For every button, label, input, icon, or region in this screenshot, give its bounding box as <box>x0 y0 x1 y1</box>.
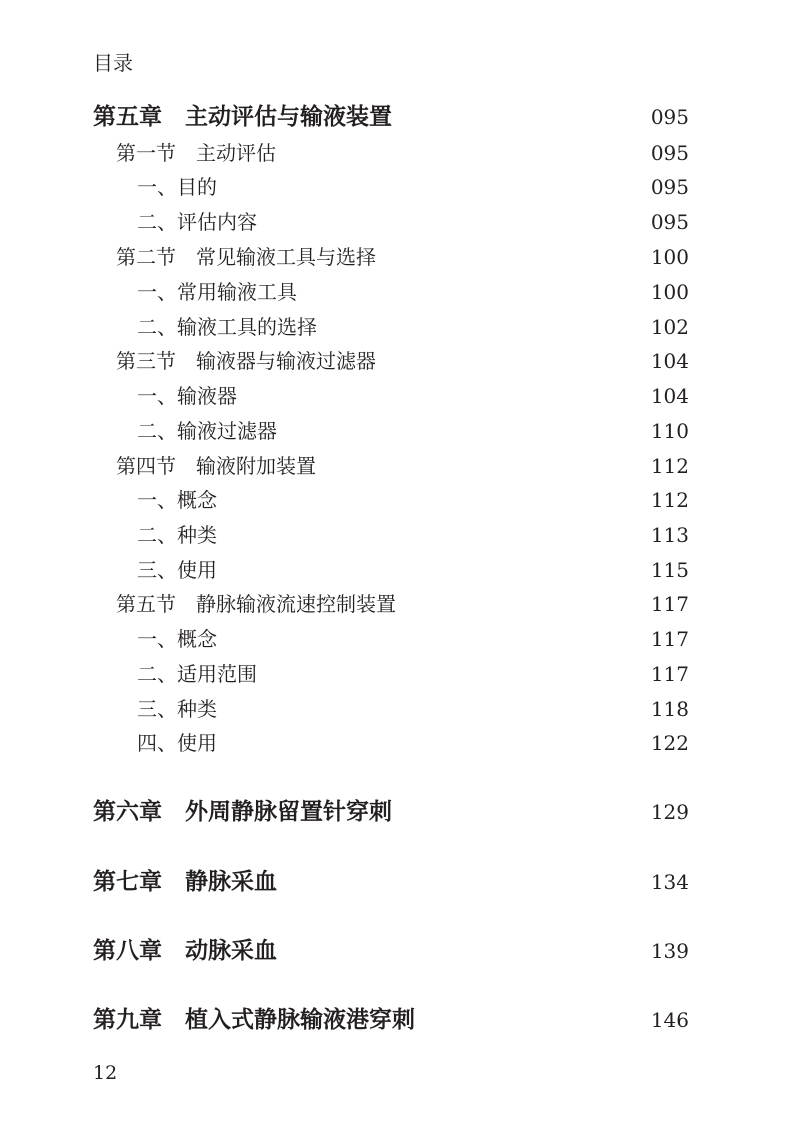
toc-entry-item <box>0 414 800 448</box>
toc-entry-page: 117 <box>650 592 689 616</box>
toc-entry-section <box>0 344 800 378</box>
toc-entry-chapter <box>0 865 800 899</box>
toc-entry-item <box>0 205 800 239</box>
toc-entry-label: 第六章 外周静脉留置针穿刺 <box>93 799 392 825</box>
toc-entry-section <box>0 449 800 483</box>
toc-entry-label: 第二节 常见输液工具与选择 <box>116 245 376 269</box>
toc-entry-chapter <box>0 795 800 829</box>
toc-entry-label: 四、使用 <box>137 731 217 755</box>
toc-entry-section <box>0 136 800 170</box>
toc-entry-section <box>0 587 800 621</box>
toc-entry-label: 一、目的 <box>137 175 217 199</box>
toc-entry-item <box>0 726 800 760</box>
toc-entry-chapter <box>0 1003 800 1037</box>
toc-entry-chapter <box>0 100 800 134</box>
toc-entry-label: 二、输液过滤器 <box>137 419 277 443</box>
toc-entry-item <box>0 518 800 552</box>
toc-entry-label: 二、评估内容 <box>137 210 257 234</box>
toc-entry-page: 095 <box>650 175 689 199</box>
toc-entry-page: 129 <box>650 800 689 824</box>
toc-entry-page: 118 <box>650 697 689 721</box>
toc-entry-label: 第七章 静脉采血 <box>93 869 277 895</box>
toc-entry-label: 一、概念 <box>137 488 217 512</box>
toc-entry-label: 第五节 静脉输液流速控制装置 <box>116 592 396 616</box>
page-header-title: 目录 <box>93 51 133 75</box>
toc-entry-page: 113 <box>650 523 689 547</box>
toc-entry-label: 二、种类 <box>137 523 217 547</box>
toc-entry-label: 第九章 植入式静脉输液港穿刺 <box>93 1007 415 1033</box>
toc-entry-page: 095 <box>650 105 689 129</box>
toc-entry-page: 102 <box>650 315 689 339</box>
toc-entry-page: 146 <box>650 1008 689 1032</box>
toc-entry-label: 第八章 动脉采血 <box>93 938 277 964</box>
toc-entry-label: 二、适用范围 <box>137 662 257 686</box>
toc-entry-item <box>0 657 800 691</box>
toc-entry-page: 122 <box>650 731 689 755</box>
toc-entry-item <box>0 692 800 726</box>
toc-entry-page: 095 <box>650 141 689 165</box>
toc-entry-item <box>0 553 800 587</box>
toc-entry-page: 134 <box>650 870 689 894</box>
toc-entry-chapter <box>0 934 800 968</box>
toc-entry-section <box>0 240 800 274</box>
toc-entry-page: 112 <box>650 454 689 478</box>
page-number: 12 <box>93 1062 118 1084</box>
toc-entry-page: 095 <box>650 210 689 234</box>
toc-entry-page: 110 <box>650 419 689 443</box>
toc-entry-page: 100 <box>650 280 689 304</box>
toc-entry-label: 第一节 主动评估 <box>116 141 276 165</box>
toc-entry-item <box>0 310 800 344</box>
toc-entry-label: 三、使用 <box>137 558 217 582</box>
toc-entry-label: 第四节 输液附加装置 <box>116 454 316 478</box>
toc-entry-page: 104 <box>650 349 689 373</box>
toc-entry-label: 二、输液工具的选择 <box>137 315 317 339</box>
toc-entry-label: 第三节 输液器与输液过滤器 <box>116 349 376 373</box>
toc-entry-page: 139 <box>650 939 689 963</box>
toc-entry-item <box>0 275 800 309</box>
toc-entry-page: 100 <box>650 245 689 269</box>
toc-entry-page: 115 <box>650 558 689 582</box>
toc-entry-page: 112 <box>650 488 689 512</box>
toc-entry-label: 第五章 主动评估与输液装置 <box>93 104 392 130</box>
toc-entry-page: 117 <box>650 627 689 651</box>
toc-entry-page: 104 <box>650 384 689 408</box>
toc-entry-item <box>0 379 800 413</box>
toc-entry-item <box>0 622 800 656</box>
toc-entry-label: 一、概念 <box>137 627 217 651</box>
toc-entry-label: 一、常用输液工具 <box>137 280 297 304</box>
toc-entry-label: 一、输液器 <box>137 384 237 408</box>
toc-entry-page: 117 <box>650 662 689 686</box>
toc-entry-item <box>0 483 800 517</box>
toc-entry-label: 三、种类 <box>137 697 217 721</box>
toc-entry-item <box>0 170 800 204</box>
